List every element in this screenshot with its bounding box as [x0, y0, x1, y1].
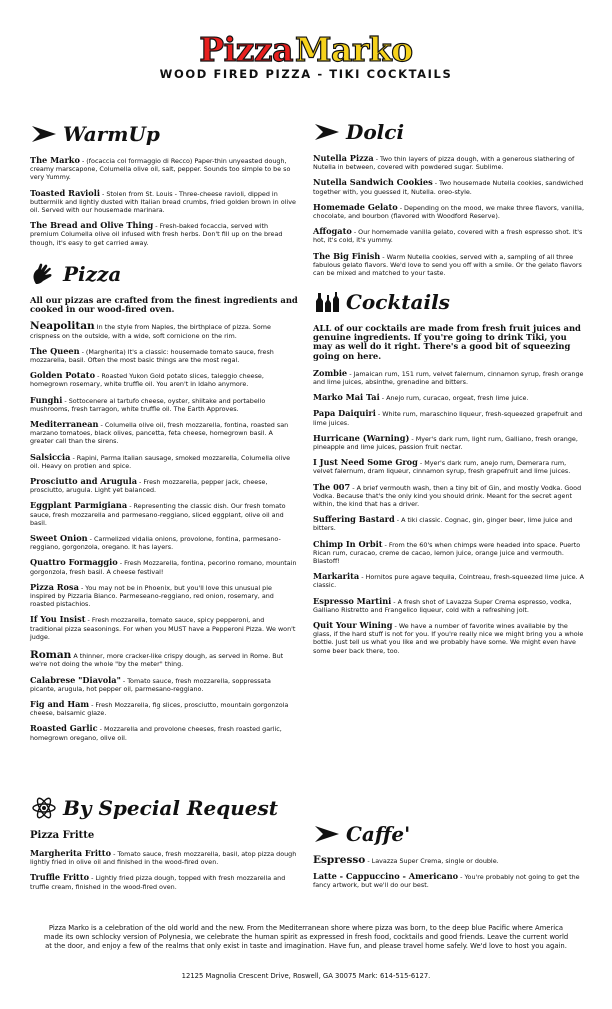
menu-item-description: - Myer's dark rum, light rum, Galliano, fresh orange, pineapple and lime juices, passion fruit nectar.: [313, 434, 578, 452]
logo: [0, 30, 612, 69]
menu-item-name: Fig and Ham: [30, 698, 90, 709]
cocktails-title: Cocktails: [346, 290, 450, 314]
chevron-arrow-icon: [30, 122, 60, 146]
menu-item-description: - Representing the classic dish. Our fresh tomato sauce, fresh mozzarella and parmesano-reggiano, sliced eggplant, olive oil and basil.: [30, 502, 286, 527]
menu-item: [313, 409, 585, 426]
menu-item-name: Quit Your Wining: [313, 620, 393, 631]
menu-item-name: Neapolitan: [30, 320, 95, 333]
menu-item: [30, 420, 298, 446]
chevron-arrow-icon: [313, 822, 343, 846]
menu-item-name: Salsiccia: [30, 451, 71, 462]
menu-item-description: - You may not be in Phoenix, but you'll love this unusual pie inspired by Pizzaria Bianco. Parmeseano-reggiano, red onion, rosemary, and roasted pistachios.: [30, 583, 274, 609]
menu-item: [30, 477, 298, 494]
menu-item-name: Suffering Bastard: [313, 514, 395, 525]
cocktails-heading: [313, 290, 585, 314]
menu-item: [30, 221, 298, 247]
menu-item-description: - We have a number of favorite wines available by the glass, if the hard stuff is not for you. If you're really nice we might bring you a whole bottle. Just tell us what you like and we probably have some. We might even have some beer back there, too.: [313, 622, 584, 655]
menu-item: [313, 458, 585, 475]
menu-item-description: - Carmelized vidalia onions, provolone, fontina, parmesano-reggiano, gorgonzola, oregano. It has layers.: [30, 535, 281, 552]
menu-item-description: - Depending on the mood, we make three flavors, vanilla, chocolate, and bourbon (flavored with Woodford Reserve).: [313, 203, 584, 221]
warmup-title: WarmUp: [63, 122, 160, 146]
menu-item-description: - Mozzarella and provolone cheeses, fresh roasted garlic, homegrown oregano, olive oil.: [30, 725, 282, 742]
menu-item-name: The Bread and Olive Thing: [30, 220, 154, 231]
menu-item-name: Mediterranean: [30, 419, 99, 430]
special-section: [30, 796, 298, 898]
menu-item-name: Homemade Gelato: [313, 201, 398, 212]
menu-item-name: Papa Daiquiri: [313, 408, 376, 419]
menu-item-name: Zombie: [313, 367, 348, 378]
menu-item-name: Margherita Fritto: [30, 848, 112, 858]
dolci-heading: [313, 120, 585, 144]
menu-item: [30, 558, 298, 575]
menu-item-description: - (focaccia col formaggio di Recco) Paper-thin unyeasted dough, creamy marscapone, Columella olive oil, salt, pepper. Sounds too simple to be so very Yummy.: [30, 157, 291, 182]
cocktails-items: [313, 369, 585, 655]
warmup-items: [30, 156, 298, 247]
menu-item: [313, 856, 585, 865]
menu-item-description: - Tomato sauce, fresh mozzarella, soppressata picante, arugula, hot pepper oil, parmesano-reggiano.: [30, 676, 271, 693]
menu-item-description: - Anejo rum, curacao, orgeat, fresh lime juice.: [379, 394, 529, 403]
menu-item-name: Roman: [30, 649, 72, 662]
menu-item-name: The Queen: [30, 345, 80, 356]
menu-item-name: Sweet Onion: [30, 533, 88, 544]
menu-item-name: Chimp In Orbit: [313, 538, 383, 549]
footer-text: Pizza Marko is a celebration of the old world and the new. From the Mediterranean shore where pizza was born, to the deep blue Pacific where America made its own schlocky version of Polynesia, we celebrate the human spirit as expressed in fresh food, cocktails and good friends. Leave the current world at the door, and enjoy a few of the realms that only exist in taste and imagination. Have fun, and please travel home safely. We'd love to host you again.: [43, 924, 569, 950]
special-title: By Special Request: [63, 796, 279, 820]
footer-address: 12125 Magnolia Crescent Drive, Roswell, GA 30075 Mark: 614-515-6127.: [181, 972, 431, 980]
menu-item-name: Prosciutto and Arugula: [30, 476, 138, 487]
chevron-arrow-icon: [313, 120, 343, 144]
menu-item: [30, 453, 298, 470]
menu-item-name: Truffle Fritto: [30, 872, 90, 883]
menu-item: [313, 178, 585, 195]
menu-item-name: Nutella Sandwich Cookies: [313, 177, 433, 188]
menu-item: [313, 515, 585, 532]
atom-icon: [30, 796, 60, 820]
menu-item: [30, 371, 298, 388]
menu-item-description: - Fresh-baked focaccia, served with premium Columella olive oil infused with fresh herbs. Don't fill up on the bread though, it's easy to get carried away.: [30, 222, 283, 247]
menu-item: [313, 621, 585, 655]
menu-item-description: - Jamaican rum, 151 rum, velvet falernum, cinnamon syrup, fresh orange and lime juices, absinthe, grenadine and bitters.: [313, 369, 584, 387]
menu-item: [30, 156, 298, 182]
pizza-items: [30, 322, 298, 641]
menu-item-description: - Fresh mozzarella, pepper jack, cheese, prosciutto, arugula. Light yet balanced.: [30, 478, 268, 495]
menu-item-description: - You're probably not going to get the fancy artwork, but we'll do our best.: [313, 873, 580, 890]
menu-item: [313, 540, 585, 566]
logo-pizza-word: Pizza: [199, 30, 294, 69]
menu-item-description: - Two thin layers of pizza dough, with a generous slathering of Nutella in between, covered with powdered sugar. Sublime.: [313, 155, 575, 172]
menu-item: [30, 322, 298, 339]
menu-item: [313, 483, 585, 509]
caffe-section: [313, 822, 585, 897]
menu-item-description: - Stolen from St. Louis - Three-cheese ravioli, dipped in buttermilk and lightly dusted with Italian bread crumbs, fried golden brown in olive oil. Served with our housemade marinara.: [30, 189, 296, 215]
menu-item: [30, 347, 298, 364]
warmup-heading: [30, 122, 298, 146]
menu-item: [30, 583, 298, 609]
cocktails-intro: ALL of our cocktails are made from fresh fruit juices and genuine ingredients. If you're going to drink Tiki, you may as well do it right. There's a good bit of squeezing going on here.: [313, 323, 581, 361]
menu-item-description: - Warm Nutella cookies, served with a, sampling of all three fabulous gelato flavors. We'd love to send you off with a smile. Or the gelato flavors can be mixed and matched to your taste.: [313, 252, 582, 278]
menu-item-description: - Our homemade vanilla gelato, covered with a fresh espresso shot. It's hot, it's cold, it's yummy.: [313, 228, 583, 245]
caffe-heading: [313, 822, 585, 846]
menu-item-name: Hurricane (Warning): [313, 432, 410, 443]
menu-item-description: - Fresh mozzarella, tomato sauce, spicy pepperoni, and traditional pizza seasonings. For when you MUST have a Pepperoni Pizza. We won't judge.: [30, 616, 296, 641]
menu-item-description: - Columella olive oil, fresh mozzarella, fontina, roasted san marzano tomatoes, black olives, pancetta, feta cheese, homegrown basil. A greater call than the sirens.: [30, 421, 289, 446]
menu-item: [30, 534, 298, 551]
caffe-items: [313, 856, 585, 890]
menu-item-name: Markarita: [313, 571, 360, 582]
pizza-heading: [30, 262, 298, 286]
menu-item-name: Espresso Martini: [313, 595, 392, 606]
menu-item-description: - Lightly fried pizza dough, topped with fresh mozzarella and truffle cream, finished in the wood-fired oven.: [30, 874, 286, 891]
menu-item: [313, 572, 585, 589]
special-items: [30, 849, 298, 891]
pizza-fritte-heading: Pizza Fritte: [30, 830, 95, 841]
menu-item: [313, 154, 585, 171]
dolci-title: Dolci: [346, 120, 405, 144]
menu-item-description: - Rapini, Parma Italian sausage, smoked mozzarella, Columella olive oil. Heavy on protien and spice.: [30, 453, 291, 470]
menu-item-name: Roasted Garlic: [30, 723, 98, 734]
hand-icon: [30, 262, 60, 286]
menu-item: [313, 227, 585, 244]
menu-item-description: - Two housemade Nutella cookies, sandwiched together with, you guessed it, Nutella. oreo-style.: [313, 179, 584, 196]
pizza-title: Pizza: [63, 262, 122, 286]
menu-item: [30, 651, 298, 668]
menu-item-description: - A fresh shot of Lavazza Super Crema espresso, vodka, Galliano Ristretto and Frangelico liqueur, cold with a refreshing jolt.: [313, 597, 572, 614]
menu-item-name: I Just Need Some Grog: [313, 457, 418, 468]
menu-item: [313, 252, 585, 278]
menu-item-name: Nutella Pizza: [313, 153, 374, 163]
menu-item: [30, 189, 298, 215]
logo-marko-word: Marko: [295, 30, 413, 69]
menu-item-name: The 007: [313, 481, 351, 492]
caffe-title: Caffe': [346, 822, 411, 846]
menu-item-name: Golden Potato: [30, 370, 96, 381]
special-heading: [30, 796, 298, 820]
pizza-intro: All our pizzas are crafted from the finest ingredients and cooked in our wood-fired oven.: [30, 295, 298, 315]
menu-item: [313, 369, 585, 386]
menu-item-name: If You Insist: [30, 614, 86, 625]
dolci-items: [313, 154, 585, 277]
menu-item-description: - Hornitos pure agave tequila, Cointreau, fresh-squeezed lime juice. A classic.: [313, 573, 585, 590]
menu-item-description: - Roasted Yukon Gold potato slices, taleggio cheese, homegrown rosemary, white truffle oil. You aren't in Idaho anymore.: [30, 372, 264, 389]
menu-item: [313, 393, 585, 402]
menu-item-name: Affogato: [313, 226, 352, 237]
menu-item: [313, 872, 585, 889]
menu-item-name: Marko Mai Tai: [313, 392, 380, 403]
menu-item-description: - Lavazza Super Crema, single or double.: [365, 857, 499, 865]
menu-item: [30, 676, 298, 693]
menu-item: [30, 724, 298, 741]
menu-item-description: - (Margherita) It's a classic: housemade tomato sauce, fresh mozzarella, basil. Often the most basic things are the most regal.: [30, 347, 274, 365]
menu-item-description: - A brief vermouth wash, then a tiny bit of Gin, and mostly Vodka. Good Vodka. Because that's the only kind you should drink. Meant for the secret agent within, the kind that has a driver.: [313, 483, 582, 509]
tagline: WOOD FIRED PIZZA - TIKI COCKTAILS: [159, 67, 453, 81]
menu-item-name: Toasted Ravioli: [30, 187, 100, 198]
menu-item-description: - Myer's dark rum, anejo rum, Demerara rum, velvet falernum, dram liqueur, cinnamon syrup, fresh grapefruit and lime juices.: [313, 459, 571, 476]
pizza-section: [30, 262, 298, 749]
menu-item: [30, 873, 298, 890]
cocktails-section: [313, 290, 585, 662]
menu-item: [313, 203, 585, 220]
warmup-section: [30, 122, 298, 254]
roman-items: [30, 651, 298, 742]
menu-item: [30, 396, 298, 413]
menu-item-description: - Tomato sauce, fresh mozzarella, basil, atop pizza dough lightly fried in olive oil and finished in the wood-fired oven.: [30, 850, 297, 867]
menu-item-description: - A tiki classic. Cognac, gin, ginger beer, lime juice and bitters.: [313, 516, 573, 533]
menu-item-name: Espresso: [313, 854, 366, 866]
menu-item: [313, 597, 585, 614]
menu-item-description: - Fresh Mozzarella, fontina, pecorino romano, mountain gorgonzola, fresh basil. A cheese festival!: [30, 559, 297, 576]
menu-item-description: - Sottocenere al tartufo cheese, oyster, shiitake and portabello mushrooms, fresh tarragon, white truffle oil. The Earth Approves.: [30, 396, 266, 413]
menu-item-description: A thinner, more cracker-like crispy dough, as served in Rome. But we're not doing the whole "by the meter" thing.: [30, 652, 284, 669]
menu-item-description: In the style from Naples, the birthplace of pizza. Some crispness on the outside, with a wide, soft cornicione on the rim.: [30, 323, 271, 340]
menu-item: [30, 615, 298, 641]
menu-item-name: Quattro Formaggio: [30, 557, 118, 568]
menu-item-name: The Marko: [30, 155, 80, 165]
menu-item-description: - Fresh Mozzarella, fig slices, prosciutto, mountain gorgonzola cheese, balsamic glaze.: [30, 700, 289, 718]
bottles-icon: [313, 290, 343, 314]
menu-item-name: The Big Finish: [313, 250, 381, 261]
menu-item: [313, 434, 585, 451]
menu-item-name: Latte - Cappuccino - Americano: [313, 871, 459, 882]
dolci-section: [313, 120, 585, 284]
menu-item-name: Funghi: [30, 394, 63, 405]
menu-item-name: Calabrese "Diavola": [30, 674, 121, 685]
menu-item: [30, 501, 298, 527]
menu-item-name: Eggplant Parmigiana: [30, 500, 128, 511]
menu-item: [30, 700, 298, 717]
menu-item-description: - White rum, maraschino liqueur, fresh-squeezed grapefruit and lime juices.: [313, 410, 583, 427]
menu-item: [30, 849, 298, 866]
menu-item-name: Pizza Rosa: [30, 581, 79, 592]
menu-item-description: - From the 60's when chimps were headed into space. Puerto Rican rum, curacao, creme de cacao, lemon juice, orange juice and vermouth. Blastoff!: [313, 540, 581, 566]
